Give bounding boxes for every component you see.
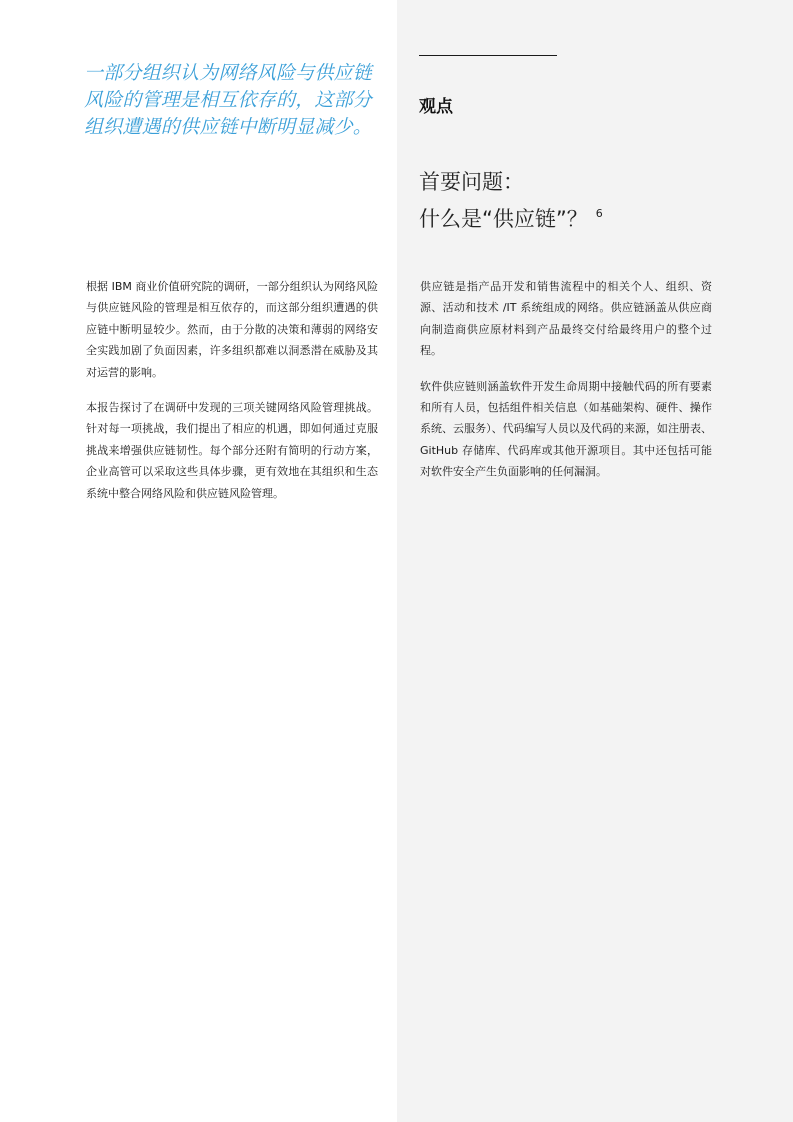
section-divider [419,55,557,56]
right-body-column [420,276,712,497]
section-label: 观点 [419,97,453,117]
footnote-reference[interactable]: 6 [595,207,603,220]
body-paragraph: 软件供应链则涵盖软件开发生命周期中接触代码的所有要素和所有人员，包括组件相关信息（如基础架构、硬件、操作系统、云服务）、代码编写人员以及代码的来源，如注册表、GitHub 存储库、代码库或其他开源项目。其中还包括可能对软件安全产生负面影响的任何漏洞。 [420,379,712,479]
body-paragraph: 本报告探讨了在调研中发现的三项关键网络风险管理挑战。针对每一项挑战，我们提出了相应的机遇，即如何通过克服挑战来增强供应链韧性。每个部分还附有简明的行动方案，企业高管可以采取这些具体步骤，更有效地在其组织和生态系统中整合网络风险和供应链风险管理。 [86,401,378,500]
headline-line-2: 什么是“供应链”？ [419,207,588,231]
body-paragraph: 供应链是指产品开发和销售流程中的相关个人、组织、资源、活动和技术 /IT 系统组成的网络。供应链涵盖从供应商向制造商供应原材料到产品最终交付给最终用户的整个过程。 [420,280,712,358]
headline-line-1: 首要问题： [419,170,524,194]
pull-quote: 一部分组织认为网络风险与供应链风险的管理是相互依存的，这部分组织遭遇的供应链中断明显减少。 [84,62,373,138]
body-paragraph: 根据 IBM 商业价值研究院的调研，一部分组织认为网络风险与供应链风险的管理是相互依存的，而这部分组织遭遇的供应链中断明显较少。然而，由于分散的决策和薄弱的网络安全实践加剧了负面因素，许多组织都难以洞悉潜在威胁及其对运营的影响。 [86,280,378,379]
left-body-column [86,276,378,518]
sidebar-headline [419,167,603,235]
